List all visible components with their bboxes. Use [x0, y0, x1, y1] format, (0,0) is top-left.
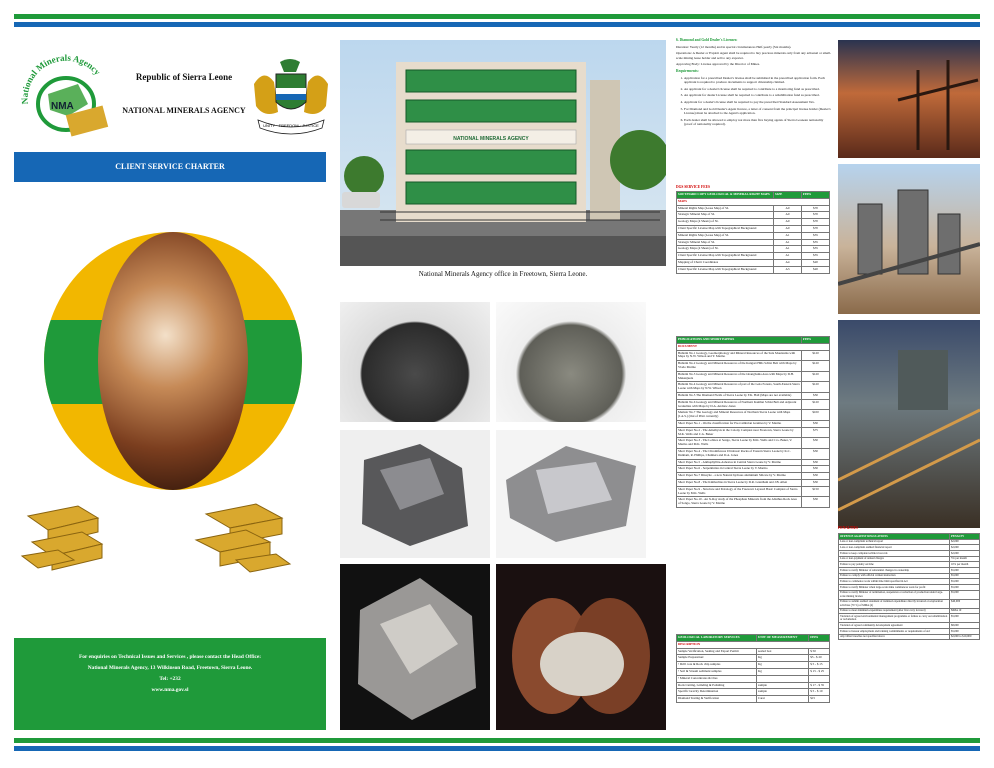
contact-address: National Minerals Agency, 13 Wilkinson Road, Freetown, Sierra Leone. [87, 665, 253, 671]
table-cell: $20 [802, 266, 830, 273]
table-cell: Failure to notify Minister when large-scale mine commences work for profit [839, 585, 950, 591]
table-cell: Failure to pay penalty on time [839, 562, 950, 568]
penalties-title: PENALTIES [838, 526, 859, 530]
table-cell: • Soil & Stream sediment samples [677, 668, 757, 675]
table-row [677, 266, 830, 273]
table-cell: Strategic Mineral Map of SL [677, 212, 774, 219]
table-cell: sealed box [756, 648, 808, 655]
col-header: FEES [802, 337, 830, 344]
table-cell: Carat [756, 696, 808, 703]
table-cell: Bulletin No.1 Geology, Geomorphology and Mineral Resources of the Sula Mountains with Maps by N.W. Wilson and Y. Marmo [677, 350, 802, 361]
table-cell: $20 [802, 259, 830, 266]
table-cell: Bulletin No.6 Geology and Mineral Resources of Northern Kambui Schist Belt and Adjacent Granulites with Maps by D.A. Andrew-Jones [677, 399, 802, 410]
col-header: GEOLOGICAL LABORATORY SERVICES [677, 635, 757, 642]
table-subheader: DESCRIPTION [677, 641, 830, 648]
gravel-photo [496, 302, 646, 422]
requirement-item: 2. An applicant for a dealer's license shall be required to contribute to a monitoring fund as prescribed. [684, 87, 832, 92]
mining-panel [838, 40, 980, 730]
table-row [677, 253, 830, 260]
table-cell: $120 [802, 382, 830, 393]
table-cell: sample [756, 682, 808, 689]
table-cell: $40,000 [950, 599, 980, 608]
licence-duration: Duration: Yearly (12 months) and in special circumstances Half-yearly (Six months). [676, 44, 792, 49]
table-cell: Failure to notify Minister of termination, suspension or reduction of production under large-scale mining licence [839, 590, 950, 599]
table-row [839, 590, 980, 599]
table-cell: $30 [802, 448, 830, 459]
table-cell: $35 [802, 239, 830, 246]
office-building-photo [340, 40, 666, 266]
table-cell [809, 675, 830, 682]
table-row [839, 634, 980, 640]
table-cell: Late or non-compliant technical report [839, 539, 950, 545]
table-subheader: MAPS [677, 198, 830, 205]
licence-title: 6. Diamond and Gold Dealer's Licenses: [676, 38, 738, 42]
table-cell: Geology Maps (4 Sheets) of SL [677, 246, 774, 253]
table-cell: A4 [774, 259, 802, 266]
table-row [677, 648, 830, 655]
table-cell: Failure to submit audited statement of itemized expenditure directly incurred on exploration activities (70 %) of MMA (4) [839, 599, 950, 608]
table-cell: $ 5 - $ 15 [809, 662, 830, 669]
fees-panel [676, 38, 832, 730]
logo-arc-text: National Minerals Agency [19, 54, 103, 105]
table-row [677, 427, 830, 438]
table-row [677, 410, 830, 421]
table-cell: Failure to keep complete technical records [839, 551, 950, 557]
table-cell: $30 [802, 479, 830, 486]
table-cell: sample [756, 689, 808, 696]
table-cell: Rock Cutting, Grinding & Polishing [677, 682, 757, 689]
bottom-green-stripe [14, 738, 980, 743]
table-cell: A0 [774, 205, 802, 212]
diamonds-in-hands-photo [496, 564, 666, 730]
table-row [677, 689, 830, 696]
contact-intro: For enquiries on Technical Issues and Services , please contact the Head Office: [78, 654, 262, 660]
contact-box [14, 638, 326, 730]
table-cell: $35 [802, 246, 830, 253]
requirement-item: 3. An applicant for dealer License shall be required to contribute to a rehabilitation fund as prescribed. [684, 93, 832, 98]
table-cell: A3 [774, 266, 802, 273]
licence-approving: Approving Body: License approved by the Director of Mines. [676, 62, 760, 67]
building-sign: NATIONAL MINERALS AGENCY [453, 136, 529, 142]
table-cell: $120 [802, 371, 830, 382]
table-cell: $30 [802, 473, 830, 480]
table-cell: Any Other breaches not specified above [839, 634, 950, 640]
table-row [677, 225, 830, 232]
table-row [677, 361, 830, 372]
publications-table [676, 336, 830, 508]
table-cell: $30 [802, 438, 830, 449]
table-cell: Short Paper No.10 - An X-Ray study of the Phosphate Minerals from the Allaihua Rock Area of Songo, Sierra Leone by V. Marmo [677, 497, 802, 508]
table-row [677, 259, 830, 266]
table-cell: $50 [802, 392, 830, 399]
rough-diamond-image [98, 232, 248, 490]
table-cell: Violation of agreed environmental management programme or failure to carry out rehabilitation or reclamation [839, 614, 950, 623]
table-cell: 5% per month [950, 556, 980, 562]
table-row [677, 682, 830, 689]
table-cell: $2,000 [950, 545, 980, 551]
coat-of-arms [250, 54, 332, 136]
table-cell: $5,000 [950, 585, 980, 591]
charter-banner: CLIENT SERVICE CHARTER [14, 152, 326, 182]
table-cell: Short Paper No.5 - Anthophyllite-Asbestos in Central Sierra Leone by V. Marmo [677, 459, 802, 466]
table-cell: $30 [802, 420, 830, 427]
col-header: PUBLICATIONS AND SHORT PAPERS [677, 337, 802, 344]
granite-rock-photo [340, 564, 490, 730]
table-cell: Mapping of Chartr Coordinates [677, 259, 774, 266]
table-row [677, 438, 830, 449]
table-cell: Bulletin No.4 Geology and Mineral Resources of part of the Gola Forests, South-Eastern Sierra Leone with Maps by N.W. Wilson [677, 382, 802, 393]
table-cell: Sample Preparation: [677, 655, 757, 662]
table-row [677, 205, 830, 212]
table-cell: $2,000 [950, 551, 980, 557]
contact-tel: Tel: +232 [159, 676, 181, 682]
licence-operations: Operations: A Dealer or Exploit Agent shall be required to buy precious minerals only from any artisanal or small-scale mining lease holder and sell to any exporter. [676, 51, 832, 60]
table-row [677, 696, 830, 703]
col-header: SOFT/HARD COPY GEOLOGICAL & MINERAL RIGHT MAPS [677, 192, 774, 199]
table-cell: $5,000 [950, 579, 980, 585]
table-cell: $120 [802, 350, 830, 361]
table-cell: Violation of agreed community development agreement [839, 623, 950, 629]
table-cell: Client Specific License Map with Topographical Background [677, 225, 774, 232]
republic-title: Republic of Sierra Leone [135, 72, 233, 82]
mineral-sand-photo [340, 302, 490, 422]
requirements-list [676, 76, 832, 127]
table-cell: $ 50 [809, 648, 830, 655]
table-cell: Client Specific License Map with Topographical Background [677, 253, 774, 260]
table-cell: $5,000 [950, 614, 980, 623]
col-header: FEES [802, 192, 830, 199]
processing-plant-photo [838, 164, 980, 314]
grey-ore-photo [340, 430, 490, 558]
bottom-blue-stripe [14, 746, 980, 751]
table-cell: $30 [802, 497, 830, 508]
table-cell: Specific Gravity Determination [677, 689, 757, 696]
table-row [677, 392, 830, 399]
table-cell: $ 15 - $ 25 [809, 668, 830, 675]
table-row [677, 459, 830, 466]
nma-logo [18, 54, 114, 138]
table-cell: $5,000 [950, 628, 980, 634]
gold-bars-right [186, 496, 296, 586]
table-cell: Failure to meet minimum expenditure requirement (after first carry forward) [839, 608, 950, 614]
top-blue-stripe [14, 22, 980, 27]
table-cell: Late or non-payment of annual charges [839, 556, 950, 562]
coat-motto: UNITY · FREEDOM · JUSTICE [263, 123, 319, 128]
table-row [677, 371, 830, 382]
logo-text: NMA [51, 101, 74, 112]
table-row [677, 350, 830, 361]
table-cell: $30 [802, 459, 830, 466]
col-header: UNIT OF MEASUREMENT [756, 635, 808, 642]
table-cell: Kg [756, 668, 808, 675]
table-cell: $15 [809, 696, 830, 703]
lab-services-table [676, 634, 830, 703]
building-caption: National Minerals Agency office in Freetown, Sierra Leone. [418, 270, 588, 278]
maps-fee-table [676, 191, 830, 274]
table-cell: Short Paper No.6 - Serpentinites in Central Sierra Leone by V. Marmo [677, 466, 802, 473]
table-subheader: DOCUMENT [677, 343, 830, 350]
table-cell: MMA 10 [950, 608, 980, 614]
table-cell: $2,000 to $10,000 [950, 634, 980, 640]
cover-panel [14, 34, 326, 730]
table-cell: $30 [802, 466, 830, 473]
table-cell: Sample Verification, Sealing and Export Permit [677, 648, 757, 655]
table-cell: $ 17 - $ 35 [809, 682, 830, 689]
table-cell: $100 [802, 410, 830, 421]
table-cell: Short Paper No.4 - The Chromiferous Ultrabasic Rocks of Eastern Sierra Leone by K.C. Dunham, R. Phillips, Chalmers and D.A. Jones [677, 448, 802, 459]
table-cell: Short Paper No.7 Dixeyite - a new Natural hydrous aluminium Silicate by V. Marmo [677, 473, 802, 480]
contact-website[interactable]: www.nma.gov.sl [151, 687, 189, 693]
table-row [677, 668, 830, 675]
table-cell: $5,000 [950, 568, 980, 574]
requirements-title: Requirements: [676, 68, 699, 73]
fees-title: DGS SERVICE FEES [676, 185, 711, 189]
table-row [677, 212, 830, 219]
table-row [677, 382, 830, 393]
table-row [677, 479, 830, 486]
table-cell: $ 5 - $ 10 [809, 689, 830, 696]
mine-sunset-photo [838, 40, 980, 158]
table-cell: Bulletin No.2 Geology and Mineral Resources of the Kangari Hills Schist Belt with Maps by Vlado Marmo [677, 361, 802, 372]
table-cell: Short Paper No.3 - The Lobites at Songo, Sierra Leone by M.K. Wells and C.G. Baker, V. Marmo and M.K. Wells [677, 438, 802, 449]
table-cell: Geology Maps (4 Sheets) of SL [677, 219, 774, 226]
requirement-item: 6. Each dealer shall be allowed to employ not more than five buying agents of Sierra Leonean nationality (proof of nationality required). [684, 118, 832, 127]
table-cell: $5,000 [950, 590, 980, 599]
table-cell: A1 [774, 239, 802, 246]
col-header: PENALTY [950, 534, 980, 540]
table-cell: Failure to commence work within time limit specified in Act [839, 579, 950, 585]
col-header: FEES [809, 635, 830, 642]
table-row [677, 239, 830, 246]
table-cell: $70 [802, 219, 830, 226]
requirement-item: 5. For Diamond and Gold Dealer's Agent licence, a letter of consent from the principal license holder (Dealer's License) must be attached to the Agent's application. [684, 107, 832, 116]
table-row [677, 473, 830, 480]
top-green-stripe [14, 14, 980, 19]
table-cell: Failure to comply with official written instruction [839, 573, 950, 579]
requirement-item: 1. Application for a prescribed Dealer's license shall be submitted in the prescribed application form. Each applicant is required to produce documents to support citizenship claimed. [684, 76, 832, 85]
table-cell [756, 675, 808, 682]
silver-ore-photo [496, 430, 646, 558]
table-row [677, 675, 830, 682]
table-cell: $35 [802, 232, 830, 239]
table-cell: $5 - $ 20 [809, 655, 830, 662]
table-row [677, 420, 830, 427]
table-row [677, 399, 830, 410]
table-cell: $5,000 [950, 573, 980, 579]
table-row [677, 448, 830, 459]
photo-panel [340, 40, 666, 730]
table-row [677, 219, 830, 226]
table-row [839, 614, 980, 623]
table-cell: • Mineral Concentrates & Ores [677, 675, 757, 682]
table-cell: Late or non-compliant audited financial report [839, 545, 950, 551]
agency-title: NATIONAL MINERALS AGENCY [122, 106, 246, 115]
table-row [677, 497, 830, 508]
table-cell: Short Paper No.8 - The Kimberlites in Sierra Leone by D.R. Grantham and J.B. Allen [677, 479, 802, 486]
table-row [677, 662, 830, 669]
conveyor-photo [838, 320, 980, 528]
table-cell: A0 [774, 212, 802, 219]
table-cell: A0 [774, 225, 802, 232]
table-row [677, 466, 830, 473]
gold-bars-left [18, 496, 128, 586]
table-cell: A0 [774, 219, 802, 226]
table-cell: Diamond Testing & Verification [677, 696, 757, 703]
table-cell: Bulletin No.5 The Diamond Fields of Sierra Leone by F.K. Hall (Maps are not available) [677, 392, 802, 399]
table-cell: A1 [774, 253, 802, 260]
table-cell: Mineral Rights Map (Lease Map) of SL [677, 205, 774, 212]
table-cell: Kg [756, 662, 808, 669]
penalties-table [838, 533, 980, 640]
table-row [677, 486, 830, 497]
table-cell: Failure to honour employment and training commitments or requirements of Act [839, 628, 950, 634]
table-cell: $70 [802, 225, 830, 232]
table-cell: Client Specific License Map with Topographical Background [677, 266, 774, 273]
table-cell: $75 [802, 427, 830, 438]
col-header: SIZE [774, 192, 802, 199]
table-cell: Kg [756, 655, 808, 662]
table-cell: $70 [802, 212, 830, 219]
table-row [839, 599, 980, 608]
table-cell: $150 [802, 486, 830, 497]
table-cell: Short Paper No.9 - Structure and Petrology of the Freetown Layered Basic Complex of Sierra Leone by M.K. Wells [677, 486, 802, 497]
table-row [677, 232, 830, 239]
col-header: OFFENCE AGAINST REGULATIONS [839, 534, 950, 540]
table-cell: • Drill core & Rock chip samples [677, 662, 757, 669]
table-cell: Mineral Rights Map (Lease Map) of SL [677, 232, 774, 239]
requirement-item: 4. Applicant for a dealer's license shall be required to pay the prescribed Standard Assessment Tax. [684, 100, 832, 105]
table-cell: Short Paper No.1 - On the classification for Pre-Cambrian Granites by V. Marmo [677, 420, 802, 427]
table-cell: Bulletin No.3 Geology and Mineral Resources of the Gbangbama Area with Maps by D.H. Makanjuola [677, 371, 802, 382]
table-cell: $120 [802, 399, 830, 410]
diamond-emblem [44, 232, 302, 490]
table-cell: Short Paper No.2 - The Amethysts in the Colony Complex near Freetown, Sierra Leone by M.K. Wells and C.G. Baker [677, 427, 802, 438]
table-cell: A1 [774, 246, 802, 253]
table-row [677, 246, 830, 253]
table-cell: Strategic Mineral Map of SL [677, 239, 774, 246]
table-cell: $35 [802, 253, 830, 260]
table-cell: Failure to notify Minister of substantial changes in ownership [839, 568, 950, 574]
table-row [677, 655, 830, 662]
table-cell: $2,000 [950, 539, 980, 545]
table-cell: $8,000 [950, 623, 980, 629]
table-cell: Memoir No.7 The Geology and Mineral Resources of Northern Sierra Leone with Maps (J.A.S.) (Out of Print currently) [677, 410, 802, 421]
table-cell: $70 [802, 205, 830, 212]
table-cell: $120 [802, 361, 830, 372]
table-cell: 10% per month [950, 562, 980, 568]
table-cell: A1 [774, 232, 802, 239]
